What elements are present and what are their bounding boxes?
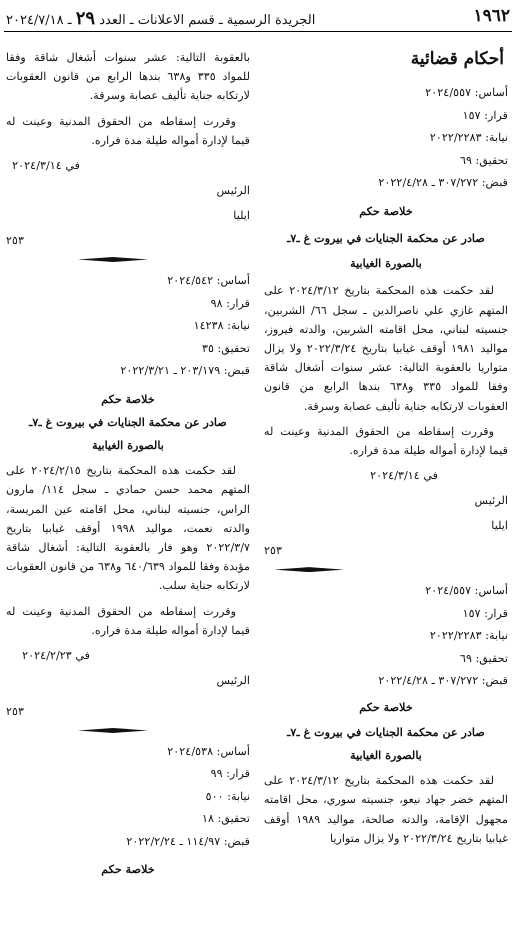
case-field: قبض: ١١٤/٩٧ ـ ٢٠٢٢/٢/٢٤ [126,834,250,848]
case-field: نيابة: ٢٠٢٢/٢٢٨٣ [429,131,508,145]
summary-heading: خلاصة حكم [359,203,413,218]
case-field: أساس: ٢٠٢٤/٥٥٧ [425,584,508,598]
signer-title: الرئيس [474,494,508,508]
case-field: قبض: ٣٠٧/٢٧٢ ـ ٢٠٢٢/٤/٢٨ [378,176,508,190]
case-field: أساس: ٢٠٢٤/٥٥٧ [425,86,508,100]
court-line-2: بالصورة الغيابية [92,437,164,452]
case-field: قبض: ٢٠٣/١٧٩ ـ ٢٠٢٢/٣/٢١ [120,364,250,378]
judgment-decision: وقررت إسقاطه من الحقوق المدنية وعينت له قيما لإدارة أمواله طيلة مدة فراره. [6,114,250,147]
running-header [6,8,315,29]
judgment-body: لقد حكمت هذه المحكمة بتاريخ ٢٠٢٤/٢/١٥ على المتهم محمد حسن حمادي ـ سجل ١١٤/ مارون الراس، جنسيته لبناني، محل اقامته عين المريسة، والدته نعمت، مواليد ١٩٩٨ أوقف غيابيا بتاريخ ٢٠٢٢/٣/٧ وهو فار بالعقوبة التالية: أشغال شاقة مؤبدة وفقا للمواد ٦٤٠/٦٣٩ و٦٣٨ من قانون العقوبات لارتكابه جناية سلب. [6,464,251,593]
case-3 [6,271,250,738]
judgment-body: لقد حكمت هذه المحكمة بتاريخ ٢٠٢٤/٣/١٢ على المتهم خضر جهاد نيعو، جنسيته سوري، محل اقامته مجهول الإقامة، والدته صالحة، مواليد ١٩٨٩ أوقف غيابيا بتاريخ ٢٠٢٢/٣/٢٤ ولا يزال متواريا [264,774,509,845]
judgment-date: في ٢٠٢٤/٣/١٤ [370,469,438,483]
case-field: تحقيق: ٦٩ [459,651,508,665]
signer-title: الرئيس [216,184,250,198]
running-header-title: الجريدة الرسمية ـ قسم الاعلانات ـ العدد [99,13,316,28]
judgment-date: في ٢٠٢٤/٣/١٤ [12,159,80,173]
summary-heading: خلاصة حكم [359,699,413,714]
judgment-decision: وقررت إسقاطه من الحقوق المدنية وعينت له قيما لإدارة أمواله طيلة مدة فراره. [6,604,250,637]
case-field: نيابة: ٥٠٠ [205,789,250,803]
court-line: صادر عن محكمة الجنايات في بيروت غ ـ٧ـ [287,724,485,739]
issue-number: ٢٩ [75,8,96,29]
header-rule [4,31,512,32]
case-4 [6,742,250,880]
page-number: ١٩٦٢ [473,6,510,26]
case-number: ٢٥٣ [6,704,25,718]
case-field: قرار: ١٥٧ [462,108,508,122]
case-field: نيابة: ٢٠٢٢/٢٢٨٣ [429,629,508,643]
court-line-2: بالصورة الغيابية [350,748,422,763]
summary-heading: خلاصة حكم [101,391,155,406]
court-line: صادر عن محكمة الجنايات في بيروت غ ـ٧ـ [287,230,485,245]
case-number: ٢٥٣ [264,544,283,558]
case-field: قبض: ٣٠٧/٢٧٢ ـ ٢٠٢٢/٤/٢٨ [378,674,508,688]
signer-name: ايليا [233,209,250,223]
case-2 [264,581,508,848]
issue-date: ـ ٢٠٢٤/٧/١٨ [6,13,72,28]
case-field: قرار: ١٥٧ [462,606,508,620]
court-line-2: بالصورة الغيابية [350,256,422,271]
case-number: ٢٥٣ [6,234,25,248]
section-title: أحكام قضائية [410,49,504,69]
signer-title: الرئيس [216,673,250,687]
summary-heading: خلاصة حكم [101,862,155,877]
right-column [264,38,508,848]
case-field: قرار: ٩٨ [210,296,250,310]
section-divider [6,724,250,738]
case-field: نيابة: ١٤٢٣٨ [193,319,250,333]
case-field: أساس: ٢٠٢٤/٥٣٨ [167,744,250,758]
section-divider [264,563,508,577]
case-field: تحقيق: ٦٩ [459,153,508,167]
judgment-body: لقد حكمت هذه المحكمة بتاريخ ٢٠٢٤/٣/١٢ على المتهم غازي علي ناصرالدين ـ سجل ٦٦/ الشربين، جنسيته لبناني، محل اقامته الشربين، والدته فيروز، مواليد ١٩٨١ أوقف غيابيا بتاريخ ٢٠٢٢/٣/٢٤ ولا يزال متواريا بالعقوبة التالية: عشر سنوات أشغال شاقة وفقا للمواد ٣٣٥ و٦٣٨ بندها الرابع من قانون العقوبات لارتكابه جناية تأليف عصابة وسرقة. [264,284,508,413]
case-1 [264,83,508,577]
case-field: أساس: ٢٠٢٤/٥٤٢ [167,274,250,288]
judgment-date: في ٢٠٢٤/٢/٢٣ [22,648,90,662]
page-header [4,4,512,30]
court-line: صادر عن محكمة الجنايات في بيروت غ ـ٧ـ [29,414,227,429]
judgment-decision: وقررت إسقاطه من الحقوق المدنية وعينت له قيما لإدارة أمواله طيلة مدة فراره. [264,424,508,457]
case-field: قرار: ٩٩ [210,767,250,781]
left-column [6,48,250,882]
section-divider [6,253,250,267]
case-field: تحقيق: ١٨ [201,812,250,826]
case-field: تحقيق: ٣٥ [201,341,250,355]
continued-body: بالعقوبة التالية: عشر سنوات أشغال شاقة وفقا للمواد ٣٣٥ و٦٣٨ بندها الرابع من قانون العقوبات لارتكابه جناية تأليف عصابة وسرقة. [6,51,250,103]
signer-name: ايليا [491,519,508,533]
